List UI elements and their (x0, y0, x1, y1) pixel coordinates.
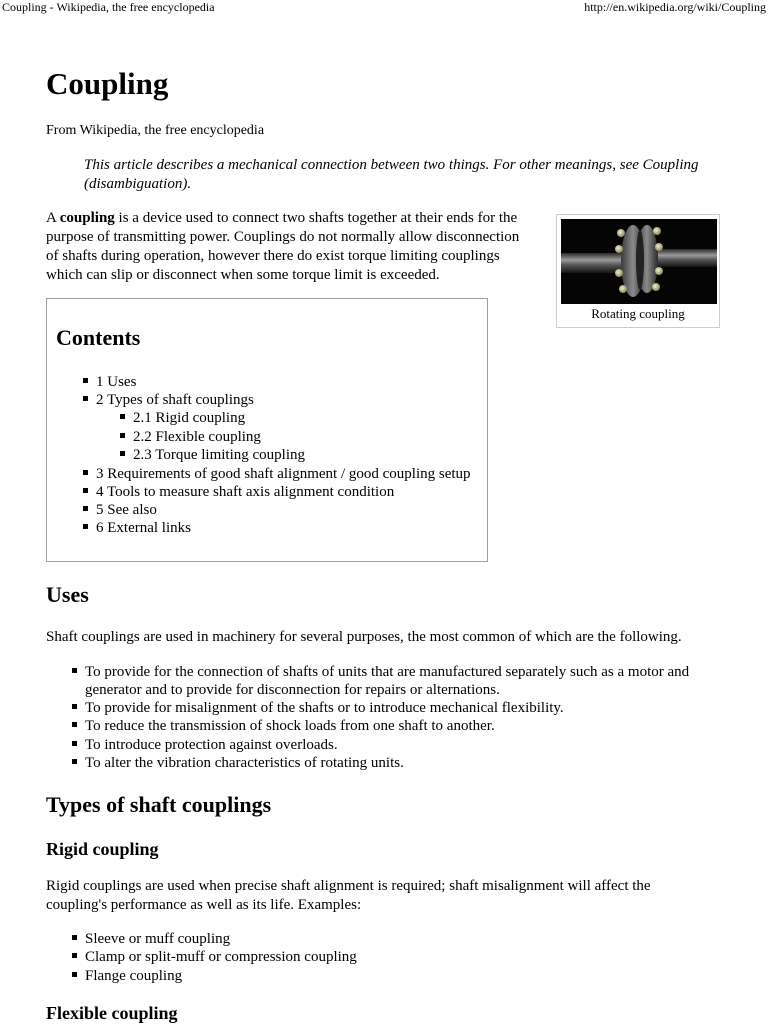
rigid-paragraph (46, 877, 651, 915)
hatnote (84, 156, 734, 194)
list-item-continuation: generator and to provide for disconnection for repairs or alternations. (85, 682, 500, 698)
hatnote-line-2[interactable]: (disambiguation). (84, 176, 192, 192)
bullet-icon (72, 972, 77, 977)
bullet-icon (72, 935, 77, 940)
list-item-text: To provide for misalignment of the shafts or to introduce mechanical flexibility. (85, 700, 564, 716)
list-item (72, 967, 182, 985)
bullet-icon (72, 759, 77, 764)
toc-item-label: 6 External links (96, 520, 191, 536)
rigid-heading: Rigid coupling (46, 839, 159, 859)
thumbnail-figure (556, 214, 720, 328)
page-title-header: Coupling - Wikipedia, the free encyclopedia (2, 0, 215, 14)
toc-item-flexible[interactable] (120, 428, 261, 446)
toc-item-see-also[interactable] (83, 501, 157, 519)
list-item-text: Flange coupling (85, 968, 183, 984)
coupling-image[interactable] (561, 219, 717, 304)
bullet-icon (83, 506, 88, 511)
list-item-text: To reduce the transmission of shock loads from one shaft to another. (85, 718, 495, 734)
intro-line-3: of shafts during operation, however there do exist torque limiting couplings (46, 248, 500, 264)
list-item (72, 717, 495, 735)
bullet-icon (72, 704, 77, 709)
bullet-icon (72, 722, 77, 727)
list-item-text: Clamp or split-muff or compression coupling (85, 949, 357, 965)
toc-item-types[interactable] (83, 391, 254, 409)
toc-item-label: 5 See also (96, 502, 157, 518)
toc-item-label: 4 Tools to measure shaft axis alignment condition (96, 484, 395, 500)
page-url[interactable]: http://en.wikipedia.org/wiki/Coupling (584, 0, 766, 14)
bullet-icon (83, 488, 88, 493)
toc-item-label: 2 Types of shaft couplings (96, 392, 254, 408)
toc-item-external-links[interactable] (83, 519, 191, 537)
toc-item-label: 2.2 Flexible coupling (133, 429, 261, 445)
bullet-icon (120, 414, 125, 419)
toc-item-rigid[interactable] (120, 409, 245, 427)
toc-item-label: 1 Uses (96, 374, 137, 390)
types-heading: Types of shaft couplings (46, 792, 272, 817)
toc-item-label: 2.3 Torque limiting coupling (133, 447, 305, 463)
toc-item-requirements[interactable] (83, 465, 471, 483)
intro-line-4: which can slip or disconnect when some torque limit is exceeded. (46, 267, 440, 283)
bullet-icon (72, 668, 77, 673)
toc-item-tools[interactable] (83, 483, 394, 501)
flexible-heading: Flexible coupling (46, 1003, 178, 1023)
list-item (72, 930, 230, 948)
intro-line-1 (46, 209, 546, 228)
list-item-text: To introduce protection against overloads. (85, 737, 338, 753)
toc-item-torque[interactable] (120, 446, 305, 464)
intro-line-2: purpose of transmitting power. Couplings do not normally allow disconnection (46, 229, 520, 245)
article-tagline: From Wikipedia, the free encyclopedia (46, 123, 265, 138)
hatnote-line-1[interactable]: This article describes a mechanical connection between two things. For other meanings, see Coupling (84, 157, 699, 173)
uses-intro: Shaft couplings are used in machinery for several purposes, the most common of which are the following. (46, 629, 682, 645)
list-item (72, 699, 564, 717)
list-item-text: To provide for the connection of shafts of units that are manufactured separately such as a motor and (85, 664, 690, 680)
coupling-illustration (561, 219, 717, 304)
rigid-paragraph-line-1: Rigid couplings are used when precise shaft alignment is required; shaft misalignment will affect the (46, 878, 651, 894)
bullet-icon (120, 433, 125, 438)
toc-item-uses[interactable] (83, 373, 136, 391)
intro-line-1-rest: is a device used to connect two shafts together at their ends for the (114, 210, 518, 226)
bullet-icon (83, 378, 88, 383)
intro-prefix: A (46, 210, 60, 226)
intro-bold-term: coupling (59, 210, 115, 226)
rigid-paragraph-line-2: coupling's performance as well as its life. Examples: (46, 897, 362, 913)
thumbnail-caption: Rotating coupling (591, 306, 685, 321)
uses-heading: Uses (46, 582, 89, 607)
bullet-icon (120, 451, 125, 456)
intro-paragraph (46, 209, 546, 285)
toc-item-label: 3 Requirements of good shaft alignment / good coupling setup (96, 466, 471, 482)
list-item-text: Sleeve or muff coupling (85, 931, 231, 947)
list-item (72, 663, 689, 681)
article-title: Coupling (46, 66, 169, 101)
bullet-icon (72, 741, 77, 746)
bullet-icon (83, 396, 88, 401)
list-item (72, 736, 338, 754)
table-of-contents (46, 298, 488, 562)
bullet-icon (83, 470, 88, 475)
list-item (72, 754, 404, 772)
list-item-text: To alter the vibration characteristics of rotating units. (85, 755, 404, 771)
toc-item-label: 2.1 Rigid coupling (133, 410, 246, 426)
bullet-icon (72, 953, 77, 958)
list-item (72, 948, 357, 966)
toc-title: Contents (56, 325, 141, 350)
bullet-icon (83, 524, 88, 529)
